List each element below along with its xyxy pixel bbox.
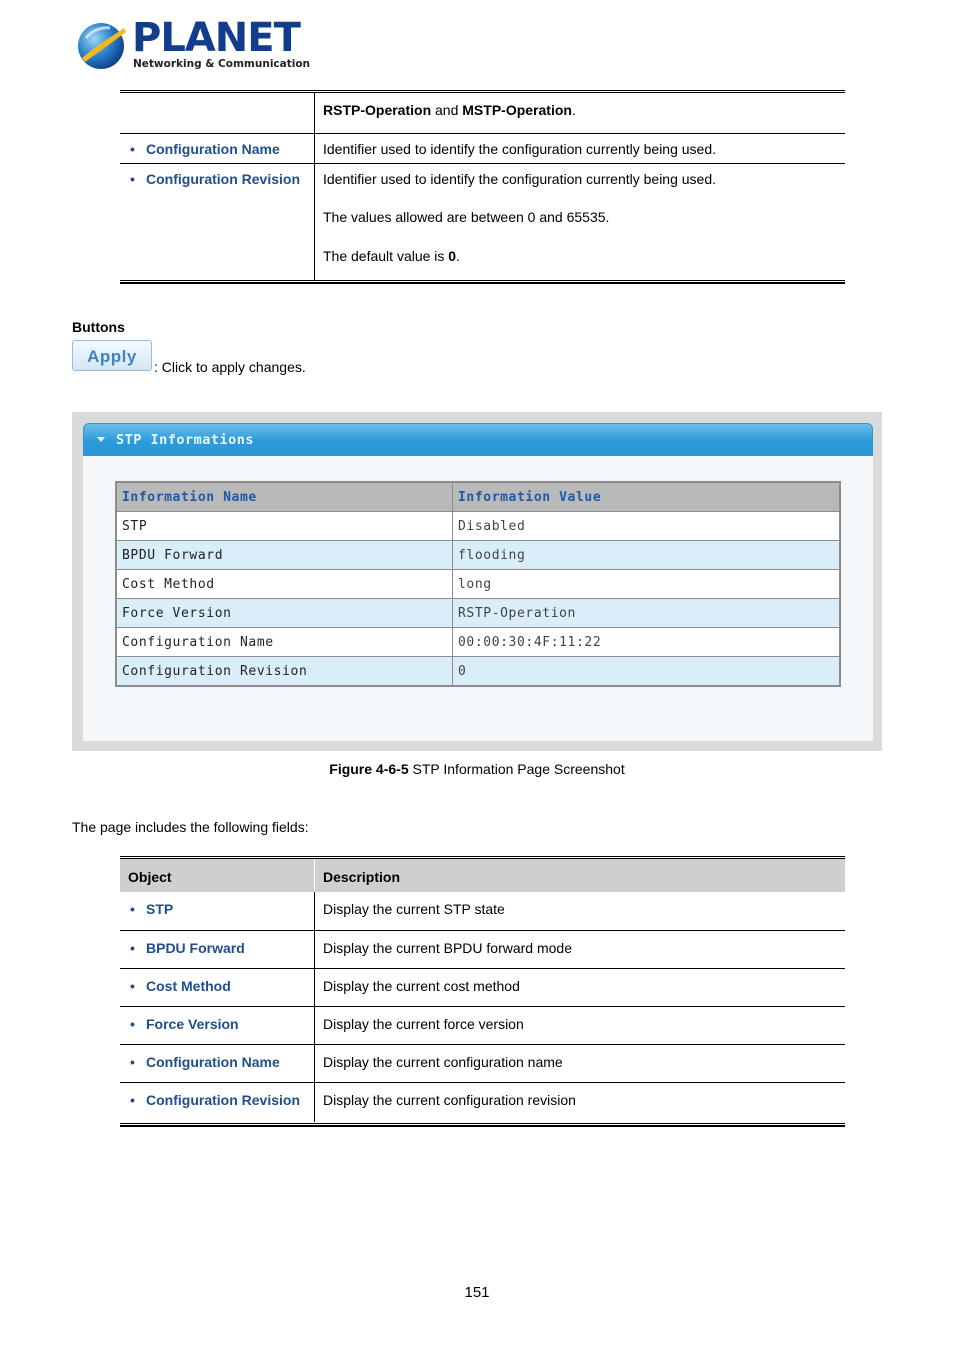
desc-cell: Identifier used to identify the configuration currently being used. The values allowed are between 0 and 65535. The default value is 0. — [315, 163, 846, 280]
intro-text: The page includes the following fields: — [72, 819, 309, 835]
table-row: BPDU Forward flooding — [116, 541, 840, 570]
table-row: Configuration Name 00:00:30:4F:11:22 — [116, 628, 840, 657]
object-name: • Configuration Name — [128, 1054, 280, 1070]
apply-description: : Click to apply changes. — [154, 359, 306, 375]
top-table — [120, 93, 845, 280]
caret-down-icon[interactable] — [97, 437, 105, 442]
table-row: Configuration Revision 0 — [116, 657, 840, 687]
object-name: • Configuration Revision — [128, 171, 300, 187]
stp-info-table — [115, 481, 841, 687]
table-row: STP Disabled — [116, 512, 840, 541]
col-header-object: Object — [120, 859, 315, 892]
table-row: • Configuration Name Display the current configuration name — [120, 1044, 845, 1082]
planet-logo — [76, 15, 311, 74]
table-row: • STP Display the current STP state — [120, 892, 845, 930]
desc-cell: RSTP-Operation and MSTP-Operation. — [323, 102, 576, 118]
buttons-heading: Buttons — [72, 319, 125, 335]
desc-cell: Identifier used to identify the configuration currently being used. — [315, 133, 846, 163]
table-row: Cost Method long — [116, 570, 840, 599]
table-row: • Force Version Display the current force version — [120, 1006, 845, 1044]
object-name: • Force Version — [128, 1016, 239, 1032]
table-bottom-rule — [120, 1123, 845, 1127]
figure-caption: Figure 4-6-5 STP Information Page Screenshot — [329, 761, 625, 777]
table-row: Force Version RSTP-Operation — [116, 599, 840, 628]
logo-name: PLANET — [132, 15, 300, 61]
table-header-row — [116, 482, 840, 512]
table-row: • Configuration Revision Display the current configuration revision — [120, 1082, 845, 1122]
fields-table — [120, 859, 845, 1122]
object-name: • Configuration Revision — [128, 1092, 300, 1108]
panel-header[interactable] — [83, 423, 873, 456]
object-name: • STP — [128, 901, 173, 917]
table-row: • BPDU Forward Display the current BPDU forward mode — [120, 930, 845, 968]
object-name: • Configuration Name — [128, 141, 280, 157]
object-name: • BPDU Forward — [128, 940, 245, 956]
table-row — [120, 163, 845, 280]
globe-icon — [76, 18, 128, 72]
stp-info-panel — [83, 423, 873, 741]
col-header-name: Information Name — [116, 482, 453, 512]
table-row — [120, 133, 845, 163]
table-row — [120, 93, 845, 133]
table-header-row — [120, 859, 845, 892]
apply-button[interactable]: Apply — [72, 340, 152, 371]
page-number: 151 — [464, 1284, 490, 1301]
table-row: • Cost Method Display the current cost method — [120, 968, 845, 1006]
col-header-description: Description — [315, 859, 846, 892]
col-header-value: Information Value — [453, 482, 841, 512]
logo-tagline: Networking & Communication — [133, 58, 311, 70]
panel-title: STP Informations — [116, 432, 255, 448]
table-bottom-rule — [120, 280, 845, 284]
object-name: • Cost Method — [128, 978, 231, 994]
stp-screenshot — [72, 412, 882, 751]
